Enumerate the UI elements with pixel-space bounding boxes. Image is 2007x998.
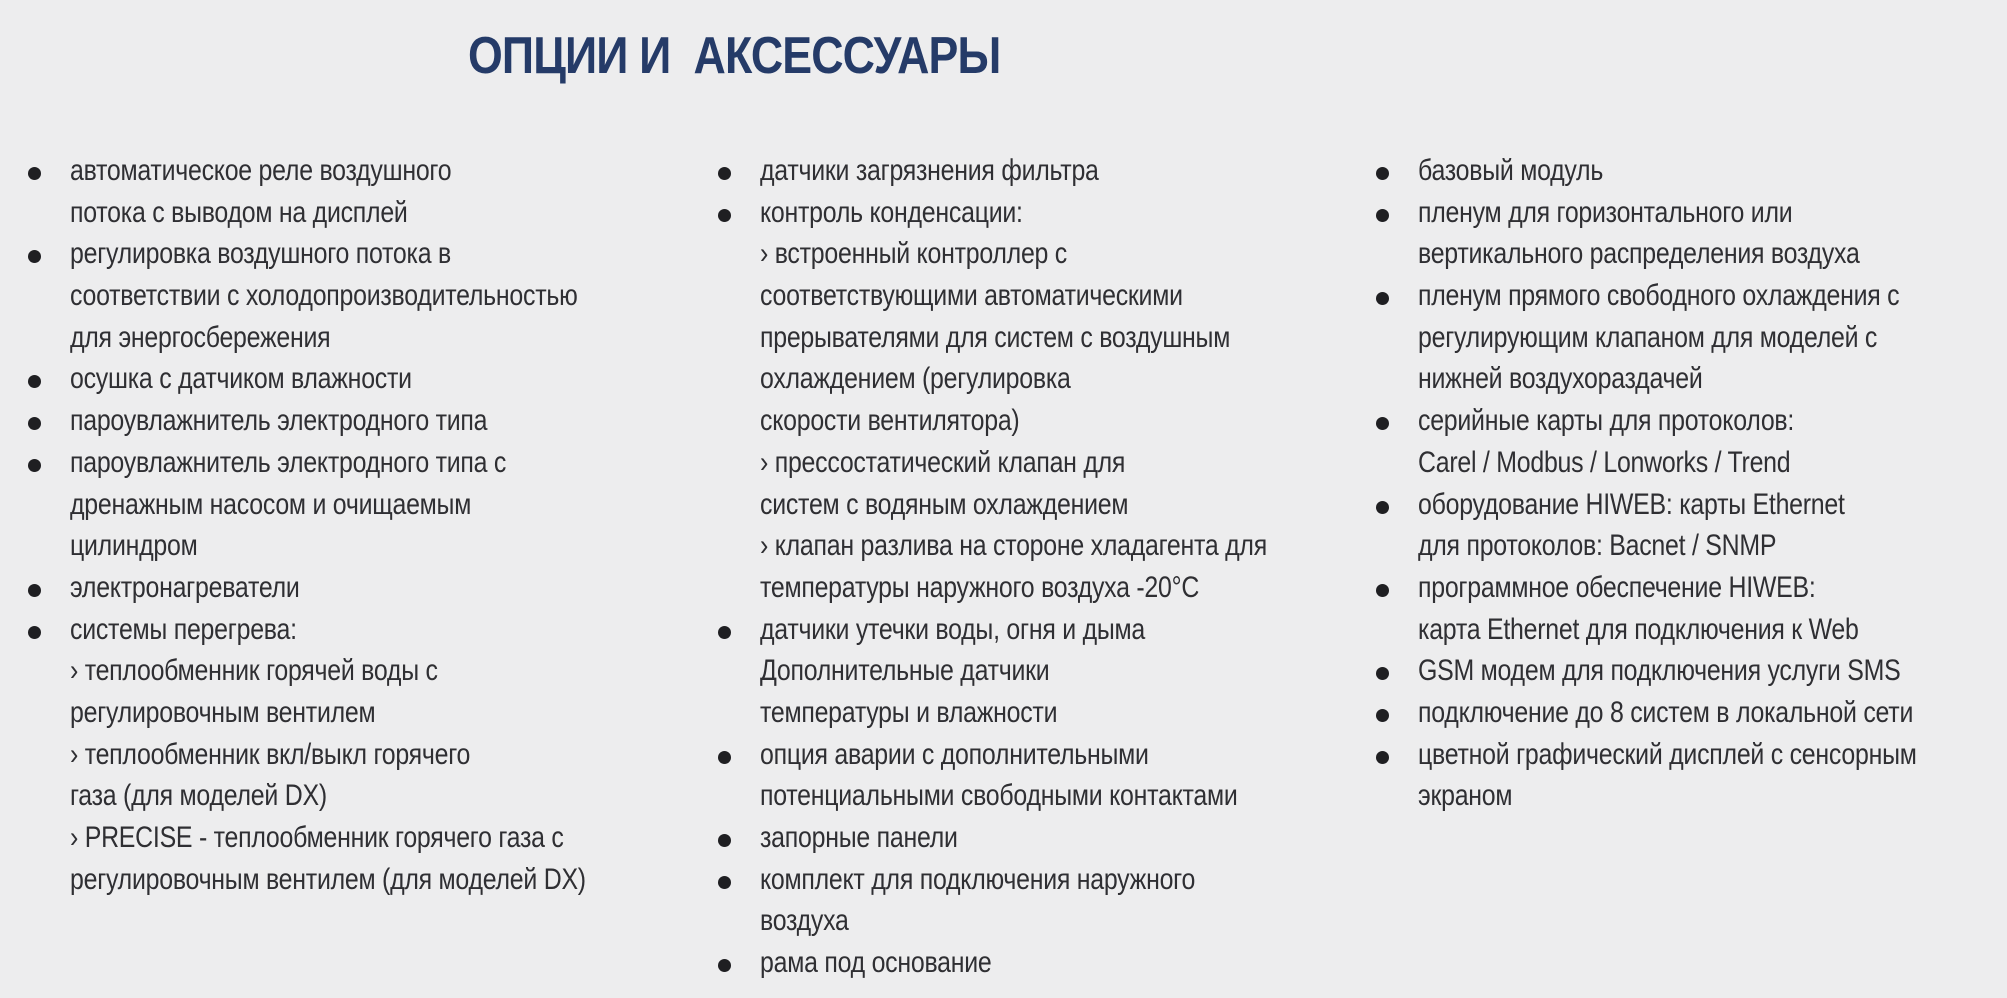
list-item-text: подключение до 8 систем в локальной сети: [1418, 695, 1914, 729]
bullet-icon: [1376, 751, 1389, 764]
list-item-text: карта Ethernet для подключения к Web: [1418, 612, 1859, 646]
list-item-text: дренажным насосом и очищаемым: [70, 487, 472, 521]
list-item-text: контроль конденсации:: [760, 195, 1023, 229]
list-item-text: › теплообменник горячей воды с: [70, 654, 438, 688]
list-item-text: потока с выводом на дисплей: [70, 195, 408, 229]
list-item-text: потенциальными свободными контактами: [760, 779, 1238, 813]
list-item-text: экраном: [1418, 779, 1513, 813]
list-item-text: систем с водяным охлаждением: [760, 487, 1129, 521]
bullet-icon: [28, 459, 41, 472]
list-item: [1372, 567, 2007, 650]
list-item-text: температуры и влажности: [760, 695, 1058, 729]
list-item-text: соответствии с холодопроизводительностью: [70, 279, 578, 313]
list-item: [24, 567, 664, 609]
list-item-text: Дополнительные датчики: [760, 654, 1050, 688]
list-item-text: регулировочным вентилем: [70, 695, 376, 729]
bullet-icon: [28, 167, 41, 180]
list-item: [1372, 484, 2007, 567]
list-item-text: комплект для подключения наружного: [760, 862, 1196, 896]
bullet-icon: [718, 751, 731, 764]
list-item-text: газа (для моделей DX): [70, 779, 327, 813]
list-item: [24, 609, 664, 901]
list-item-text: автоматическое реле воздушного: [70, 154, 452, 187]
list-item-text: охлаждением (регулировка: [760, 362, 1071, 396]
list-item-text: нижней воздухораздачей: [1418, 362, 1703, 396]
list-item-text: программное обеспечение HIWEB:: [1418, 570, 1816, 604]
bullet-icon: [1376, 417, 1389, 430]
list-item: [714, 192, 1354, 609]
list-item: [1372, 734, 2007, 817]
bullet-icon: [718, 834, 731, 847]
list-item-text: датчики утечки воды, огня и дыма: [760, 612, 1145, 646]
bullet-icon: [28, 584, 41, 597]
list-item-text: скорости вентилятора): [760, 404, 1020, 438]
list-item-text: пароувлажнитель электродного типа с: [70, 445, 507, 479]
list-item: [1372, 275, 2007, 400]
list-item-text: температуры наружного воздуха -20°C: [760, 570, 1200, 604]
list-item-text: регулирующим клапаном для моделей с: [1418, 320, 1878, 354]
list-item-text: пленум для горизонтального или: [1418, 195, 1793, 229]
bullet-icon: [718, 209, 731, 222]
page-title: ОПЦИИ И АКСЕССУАРЫ: [468, 27, 1001, 85]
list-item-text: базовый модуль: [1418, 154, 1604, 187]
bullet-icon: [1376, 501, 1389, 514]
list-item: [714, 859, 1354, 942]
list-item-text: › встроенный контроллер с: [760, 237, 1068, 271]
list-item-text: цилиндром: [70, 529, 198, 563]
list-item-text: › PRECISE - теплообменник горячего газа с: [70, 821, 564, 854]
list-item-text: осушка с датчиком влажности: [70, 362, 412, 396]
list-item-text: воздуха: [760, 904, 849, 938]
list-item: [1372, 400, 2007, 483]
list-item: [24, 358, 664, 400]
list-item-text: цветной графический дисплей с сенсорным: [1418, 737, 1917, 771]
list-item: [24, 442, 664, 567]
list-item: [1372, 650, 2007, 692]
list-item-text: для энергосбережения: [70, 320, 331, 354]
bullet-icon: [1376, 167, 1389, 180]
bullet-icon: [718, 626, 731, 639]
list-item: [24, 150, 664, 233]
list-item: [1372, 692, 2007, 734]
list-item: [714, 734, 1354, 817]
options-column-2: [714, 150, 1354, 984]
list-item-text: пленум прямого свободного охлаждения с: [1418, 279, 1900, 313]
list-item-text: вертикального распределения воздуха: [1418, 237, 1860, 271]
bullet-icon: [28, 375, 41, 388]
bullet-icon: [718, 959, 731, 972]
list-item-text: › теплообменник вкл/выкл горячего: [70, 737, 471, 771]
bullet-icon: [1376, 584, 1389, 597]
list-item-text: опция аварии с дополнительными: [760, 737, 1149, 771]
options-column-3: [1372, 150, 2007, 817]
list-item-text: регулировка воздушного потока в: [70, 237, 451, 271]
list-item: [1372, 192, 2007, 275]
list-item: [714, 150, 1354, 192]
list-item-text: запорные панели: [760, 821, 958, 854]
list-item: [714, 609, 1354, 734]
list-item-text: соответствующими автоматическими: [760, 279, 1183, 313]
bullet-icon: [1376, 209, 1389, 222]
list-item-text: серийные карты для протоколов:: [1418, 404, 1795, 438]
list-item-text: прерывателями для систем с воздушным: [760, 320, 1231, 354]
bullet-icon: [1376, 667, 1389, 680]
options-column-1: [24, 150, 664, 900]
bullet-icon: [28, 250, 41, 263]
list-item-text: системы перегрева:: [70, 612, 297, 646]
list-item-text: для протоколов: Bacnet / SNMP: [1418, 529, 1777, 563]
list-item-text: Carel / Modbus / Lonworks / Trend: [1418, 445, 1791, 479]
bullet-icon: [28, 626, 41, 639]
list-item: [1372, 150, 2007, 192]
bullet-icon: [718, 167, 731, 180]
list-item-text: датчики загрязнения фильтра: [760, 154, 1099, 187]
list-item: [24, 400, 664, 442]
list-item-text: пароувлажнитель электродного типа: [70, 404, 488, 438]
list-item: [714, 817, 1354, 859]
list-item-text: › клапан разлива на стороне хладагента для: [760, 529, 1267, 563]
list-item-text: оборудование HIWEB: карты Ethernet: [1418, 487, 1845, 521]
list-item-text: регулировочным вентилем (для моделей DX): [70, 862, 586, 896]
bullet-icon: [1376, 292, 1389, 305]
list-item-text: электронагреватели: [70, 570, 300, 604]
list-item-text: рама под основание: [760, 946, 992, 980]
bullet-icon: [1376, 709, 1389, 722]
list-item-text: › прессостатический клапан для: [760, 445, 1126, 479]
list-item: [24, 233, 664, 358]
list-item-text: GSM модем для подключения услуги SMS: [1418, 654, 1901, 688]
bullet-icon: [28, 417, 41, 430]
list-item: [714, 942, 1354, 984]
bullet-icon: [718, 876, 731, 889]
